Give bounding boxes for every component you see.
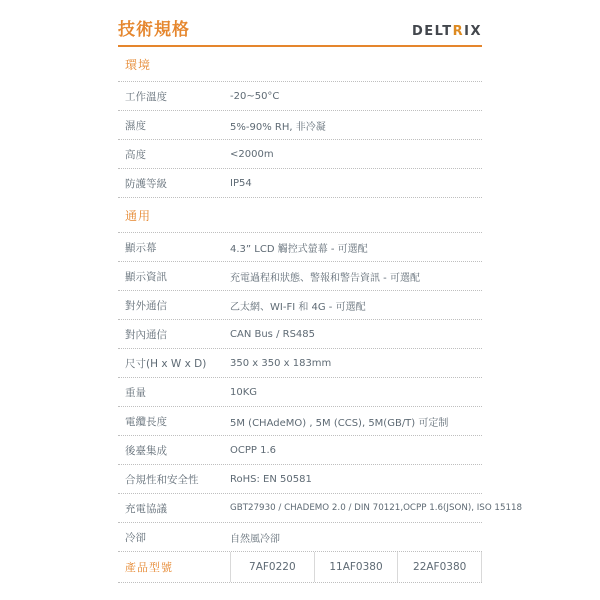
spec-row: [118, 377, 482, 406]
spec-value: 自然風冷卻: [230, 533, 280, 545]
brand-logo-suffix: IX: [464, 24, 482, 39]
spec-value: 10KG: [230, 386, 258, 398]
section-environment: [118, 47, 482, 197]
spec-row: [118, 110, 482, 139]
spec-value: 充電過程和狀態、警報和警告資訊 - 可選配: [230, 272, 420, 284]
spec-value: 350 x 350 x 183mm: [230, 357, 332, 369]
spec-value: -20~50°C: [230, 90, 280, 102]
spec-row: [118, 348, 482, 377]
spec-label: 後臺集成: [125, 444, 167, 457]
spec-label: 充電協議: [125, 502, 167, 515]
page-title: 技術規格: [118, 20, 190, 40]
spec-row: [118, 139, 482, 168]
spec-row: [118, 319, 482, 348]
spec-value: OCPP 1.6: [230, 444, 276, 456]
spec-label: 防護等級: [125, 177, 167, 190]
spec-value: <2000m: [230, 148, 274, 160]
model-cell: 7AF0220: [230, 552, 314, 582]
spec-row: [118, 406, 482, 435]
spec-label: 對外通信: [125, 299, 167, 312]
page-header: [118, 20, 482, 47]
spec-sheet-content: [118, 20, 523, 583]
spec-value: CAN Bus / RS485: [230, 328, 315, 340]
spec-value: 乙太網、WI-FI 和 4G - 可選配: [230, 301, 366, 313]
spec-row: [118, 168, 482, 197]
spec-row: [118, 435, 482, 464]
section-general: [118, 197, 523, 551]
spec-value: 4.3” LCD 觸控式螢幕 - 可選配: [230, 243, 368, 255]
spec-label: 對內通信: [125, 328, 167, 341]
section-heading-general: 通用: [118, 197, 482, 232]
spec-row: [118, 81, 482, 110]
spec-label: 冷卻: [125, 531, 146, 544]
section-heading-environment: 環境: [125, 58, 152, 72]
spec-label: 電纜長度: [125, 415, 167, 428]
spec-row: [118, 232, 482, 261]
spec-value: 5M (CHAdeMO) , 5M (CCS), 5M(GB/T) 可定制: [230, 417, 449, 429]
spec-label: 顯示幕: [125, 241, 157, 254]
spec-value: GBT27930 / CHADEMO 2.0 / DIN 70121,OCPP 1.6(JSON), ISO 15118: [230, 503, 523, 513]
spec-value: 5%-90% RH, 非冷凝: [230, 121, 326, 133]
spec-value: IP54: [230, 177, 252, 189]
model-cell: 22AF0380: [397, 552, 482, 582]
spec-label: 濕度: [125, 119, 146, 132]
brand-logo-accent: R: [452, 24, 465, 39]
spec-label: 高度: [125, 148, 146, 161]
model-cell: 11AF0380: [314, 552, 398, 582]
brand-logo: [412, 24, 482, 40]
spec-row: [118, 261, 482, 290]
spec-row: [118, 464, 482, 493]
spec-row: [118, 290, 482, 319]
product-model-row: [118, 551, 482, 583]
spec-label: 合規性和安全性: [125, 473, 199, 486]
brand-logo-prefix: DELT: [411, 24, 453, 39]
product-model-label: 產品型號: [125, 561, 173, 574]
spec-row: [118, 493, 523, 522]
spec-label: 顯示資訊: [125, 270, 167, 283]
spec-label: 尺寸(H x W x D): [125, 357, 207, 370]
spec-row: [118, 522, 482, 551]
spec-label: 工作溫度: [125, 90, 167, 103]
spec-label: 重量: [125, 386, 146, 399]
spec-value: RoHS: EN 50581: [230, 473, 312, 485]
